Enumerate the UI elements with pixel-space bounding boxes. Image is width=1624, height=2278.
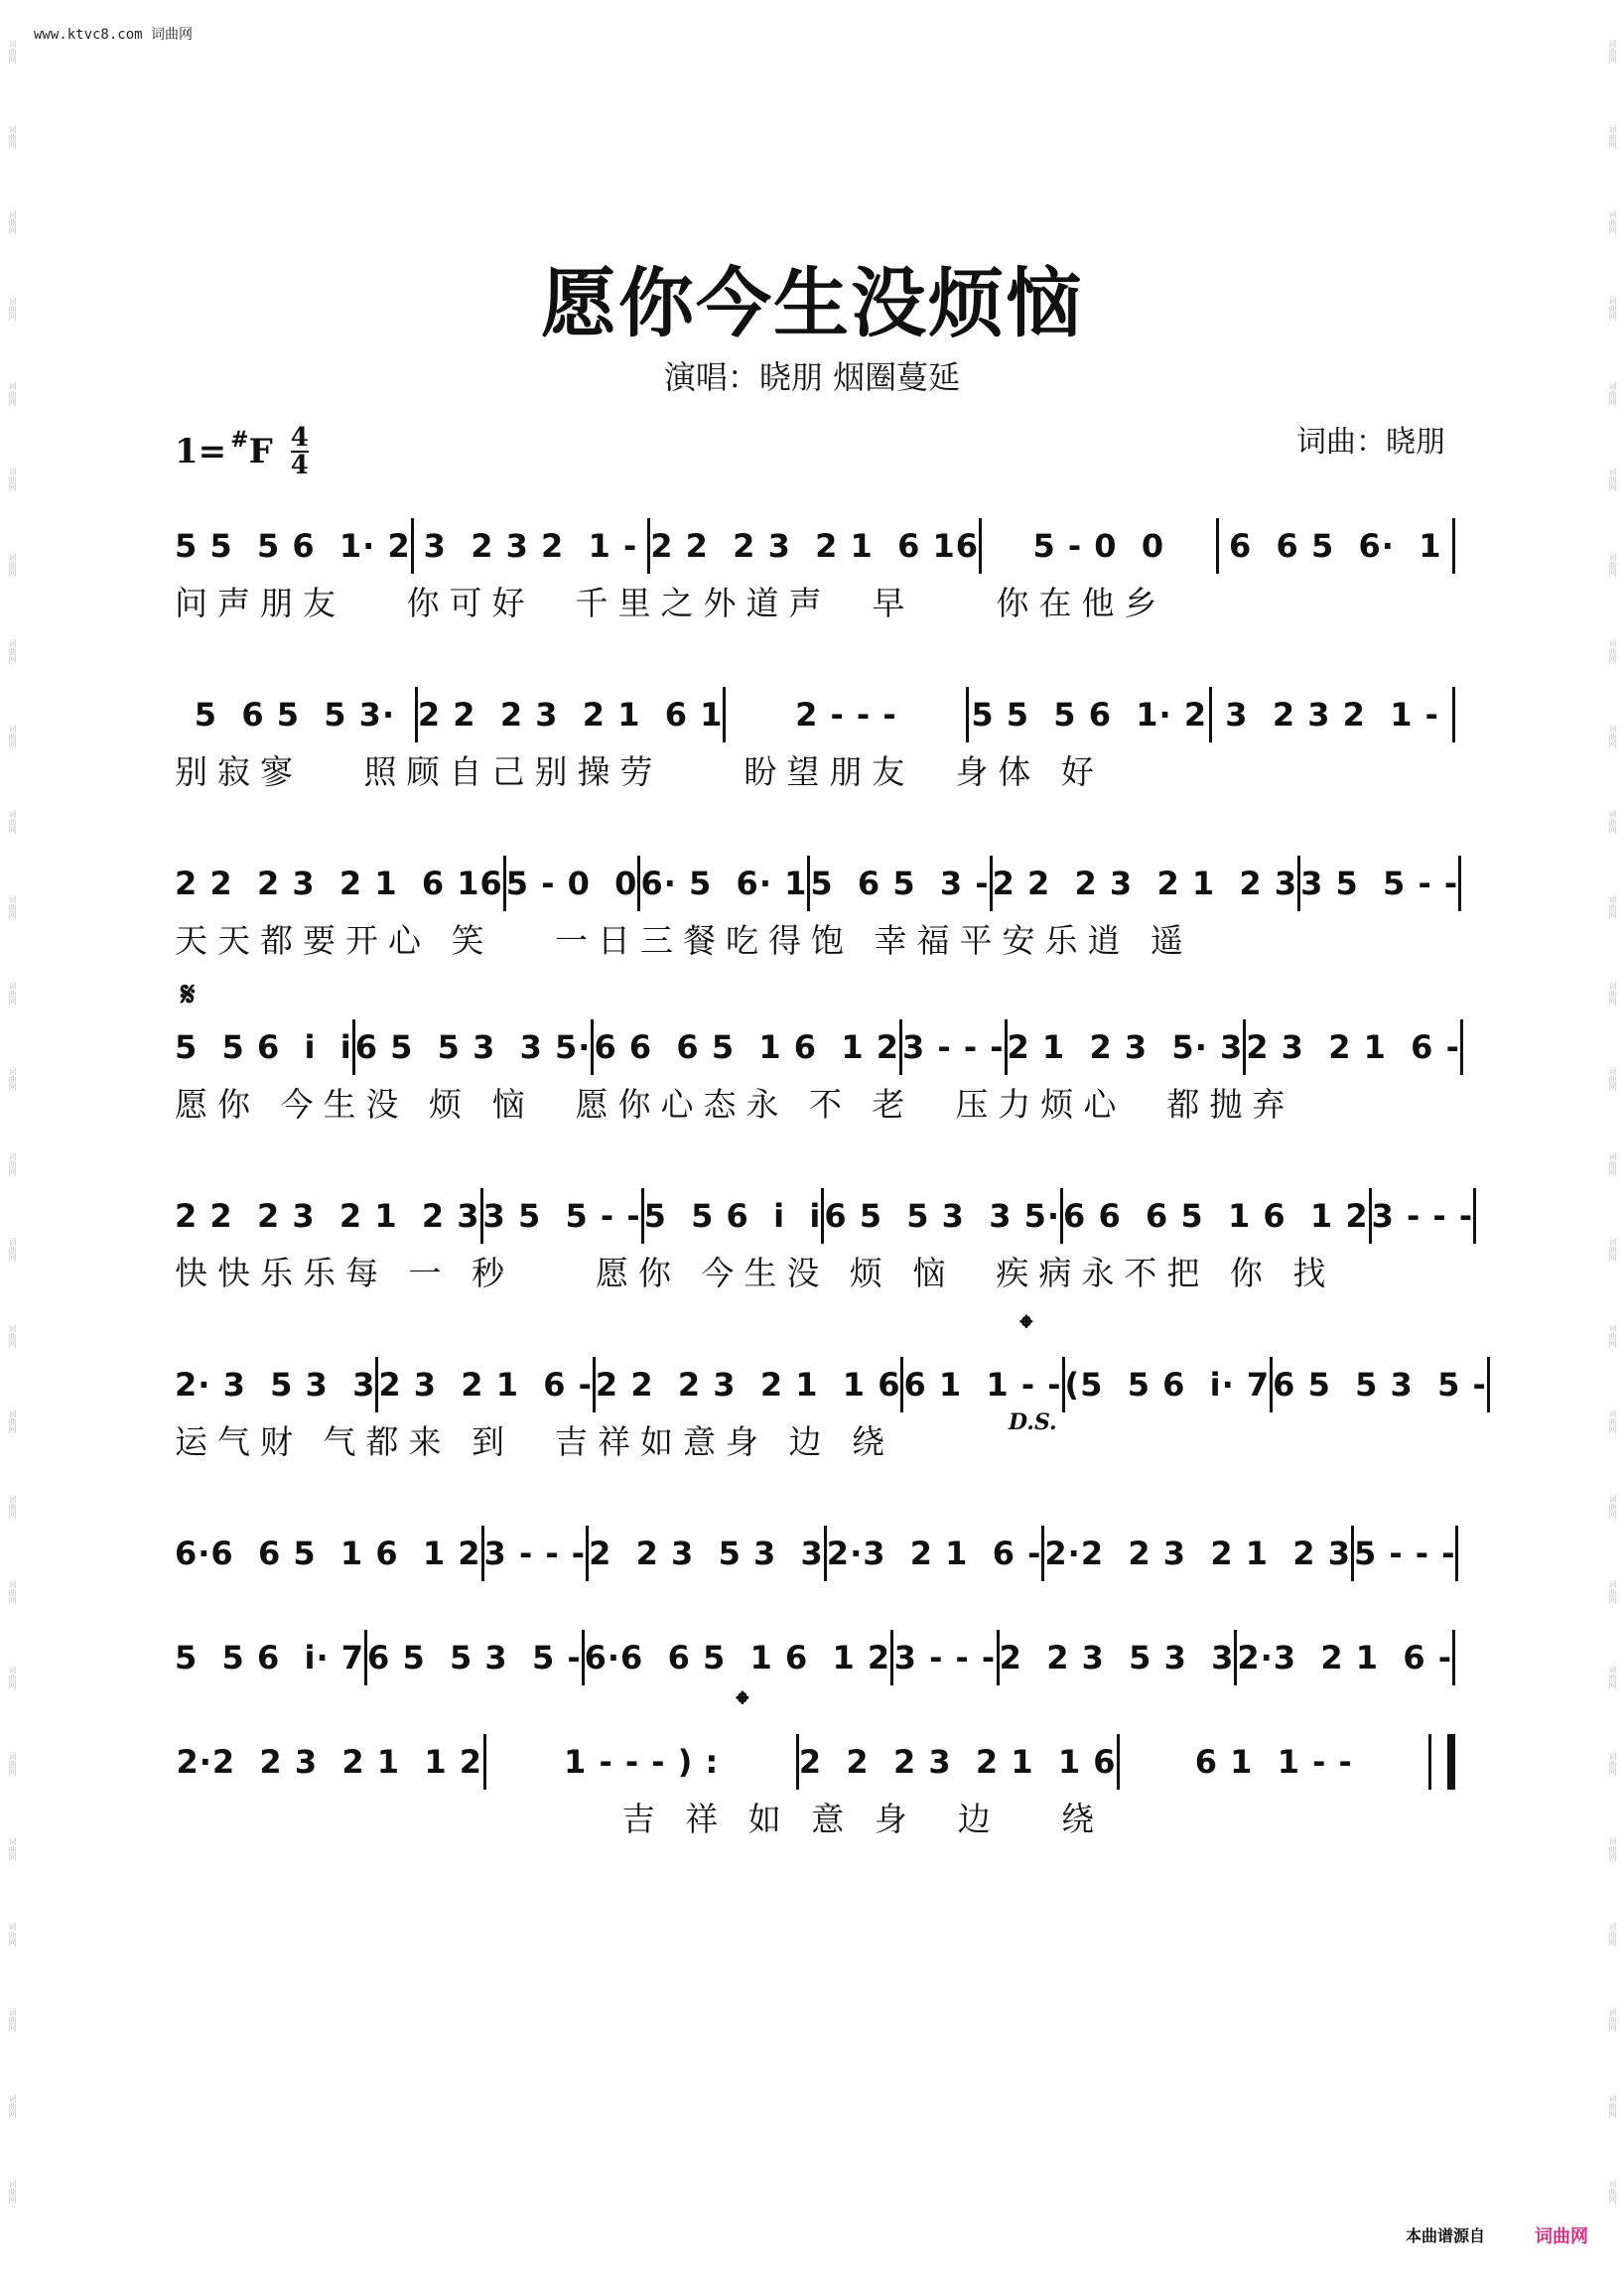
side-watermark-text: 词曲网 [1608, 468, 1617, 492]
side-watermark-text: 词曲网 [8, 296, 17, 321]
measure: 2·2 2 3 2 1 2 3 [1044, 1535, 1351, 1572]
side-watermark-text: 词曲网 [1608, 1836, 1617, 1861]
note-row [175, 1732, 1455, 1792]
key-sharp: # [230, 427, 249, 453]
measure: 6 6 6 5 1 6 1 2 [1063, 1197, 1369, 1235]
side-watermark-text: 词曲网 [8, 1580, 17, 1605]
side-watermark-text: 词曲网 [8, 210, 17, 235]
measure: 2 2 3 5 3 3 [589, 1535, 824, 1572]
measure: 2 1 2 3 5· 3 [1007, 1028, 1244, 1066]
side-watermark-text: 词曲网 [1608, 40, 1617, 64]
measure: 3 5 5 - - [1300, 865, 1459, 902]
side-watermark-text: 词曲网 [8, 2179, 17, 2204]
side-watermark-text: 词曲网 [1608, 810, 1617, 835]
side-watermark-text: 词曲网 [8, 381, 17, 406]
lyric-row: 别寂寥 照顾自己别操劳 盼望朋友 身体 好 [175, 751, 1104, 791]
score-line [175, 1628, 1455, 1737]
score-line [175, 685, 1455, 794]
note-row [175, 516, 1455, 576]
side-watermark-text: 词曲网 [1608, 296, 1617, 321]
note-row [175, 1628, 1455, 1687]
side-watermark-text: 词曲网 [8, 810, 17, 835]
measure: 2 2 2 3 2 1 2 3 [175, 1197, 480, 1235]
side-watermark-text: 词曲网 [1608, 1066, 1617, 1091]
note-row [175, 1017, 1460, 1077]
side-watermark-text: 词曲网 [8, 553, 17, 578]
measure: 2 3 2 1 6 - [378, 1366, 593, 1404]
lyric-row: 问声朋友 你可好 千里之外道声 早 你在他乡 [175, 583, 1167, 622]
lyric-row [175, 1583, 1455, 1633]
measure: 2 - - - [795, 696, 897, 734]
side-watermark-text: 词曲网 [1608, 2179, 1617, 2204]
lyric-row: 运气财 气都来 到 吉祥如意身 边 绕 [175, 1421, 894, 1461]
measure: 3 2 3 2 1 - [1225, 696, 1439, 734]
measure: 6 1 1 - - [903, 1366, 1062, 1404]
lyric-row: 愿你 今生没 烦 恼 愿你心态永 不 老 压力烦心 都抛弃 [175, 1084, 1295, 1124]
note-row [175, 1355, 1487, 1414]
song-title: 愿你今生没烦恼 [541, 259, 1083, 347]
coda-sign-1: 𝄌 [1020, 1308, 1032, 1348]
final-barline [1428, 1734, 1455, 1790]
measure: 5 - 0 0 [505, 865, 638, 902]
measure: 2 2 2 3 2 1 2 3 [992, 865, 1298, 902]
footer-source: 本曲谱源自 [1405, 2226, 1485, 2245]
key-note: F [248, 432, 273, 471]
measure: 6 1 1 - - [1194, 1743, 1353, 1781]
measure: 3 - - - [893, 1639, 997, 1676]
time-signature [291, 425, 309, 478]
side-watermark-text: 词曲网 [8, 1666, 17, 1690]
measure: 2·3 2 1 6 - [826, 1535, 1042, 1572]
lyricist-composer: 词曲：晓朋 [1296, 425, 1445, 460]
measure: 5 5 6 i i [643, 1197, 822, 1235]
barline [1452, 518, 1455, 574]
measure: 5 - 0 0 [1032, 527, 1165, 565]
measure: 6·6 6 5 1 6 1 2 [175, 1535, 481, 1572]
barline [1458, 856, 1461, 911]
side-watermark-text: 词曲网 [1608, 1408, 1617, 1433]
side-watermark-text: 词曲网 [1608, 1666, 1617, 1690]
score-line [175, 854, 1459, 963]
side-watermark-text: 词曲网 [8, 1751, 17, 1776]
measure: (5 5 6 i· 7 [1064, 1366, 1271, 1404]
key-signature [175, 425, 309, 478]
side-watermark-text: 词曲网 [1608, 210, 1617, 235]
lyric-row [175, 1687, 1455, 1737]
side-watermark-text: 词曲网 [8, 724, 17, 748]
footer-logo: 词曲网 [1535, 2226, 1588, 2247]
measure: 2 2 2 3 2 1 6 16 [175, 865, 503, 902]
measure: 1 - - - ) : [564, 1743, 720, 1781]
side-watermark-text: 词曲网 [8, 40, 17, 64]
time-top: 4 [290, 423, 309, 453]
barline [1452, 687, 1455, 742]
side-watermark-text: 词曲网 [8, 1323, 17, 1348]
score-line [175, 1524, 1455, 1633]
side-watermark-text: 词曲网 [1608, 553, 1617, 578]
barline [1487, 1357, 1490, 1412]
side-watermark-text: 词曲网 [1608, 381, 1617, 406]
measure: 2 3 2 1 6 - [1246, 1028, 1460, 1066]
barline [1455, 1526, 1458, 1581]
side-watermark-text: 词曲网 [8, 2093, 17, 2118]
measure: 5 5 6 i· 7 [175, 1639, 365, 1676]
measure: 6 5 5 3 3 5· [824, 1197, 1061, 1235]
score-line [175, 1355, 1487, 1464]
side-watermark-text: 词曲网 [8, 1836, 17, 1861]
side-watermark-text: 词曲网 [1608, 1751, 1617, 1776]
note-row [175, 685, 1455, 744]
measure: 2 2 2 3 2 1 1 6 [798, 1743, 1117, 1781]
note-row [175, 1524, 1455, 1583]
measure: 6 6 6 5 1 6 1 2 [594, 1028, 899, 1066]
measure: 2 2 2 3 2 1 6 1 [417, 696, 724, 734]
side-watermark-text: 词曲网 [1608, 1580, 1617, 1605]
side-watermark-text: 词曲网 [1608, 724, 1617, 748]
measure: 5 5 5 6 1· 2 [175, 527, 411, 565]
time-bottom: 4 [290, 451, 309, 480]
side-watermark-text: 词曲网 [1608, 981, 1617, 1005]
barline [1473, 1188, 1476, 1244]
measure: 6 5 5 3 5 - [367, 1639, 582, 1676]
side-watermark-text: 词曲网 [8, 1238, 17, 1263]
side-watermark-text: 词曲网 [1608, 1238, 1617, 1263]
barline [1460, 1019, 1463, 1075]
side-watermark-text: 词曲网 [8, 1066, 17, 1091]
measure: 2 2 2 3 2 1 6 16 [650, 527, 980, 565]
lyric-row: 天天都要开心 笑 一日三餐吃得饱 幸福平安乐逍 遥 [175, 920, 1193, 960]
side-watermark-text: 词曲网 [8, 1408, 17, 1433]
measure: 5 5 5 6 1· 2 [971, 696, 1208, 734]
measure: 2·3 2 1 6 - [1237, 1639, 1452, 1676]
side-watermark-text: 词曲网 [8, 468, 17, 492]
coda-sign-2: 𝄌 [737, 1684, 748, 1724]
segno-sign: 𝄋 [181, 975, 196, 1014]
side-watermark-text: 词曲网 [1608, 1323, 1617, 1348]
side-watermark-text: 词曲网 [1608, 895, 1617, 920]
side-watermark-text: 词曲网 [8, 1494, 17, 1519]
note-row [175, 854, 1459, 913]
side-watermark-text: 词曲网 [8, 638, 17, 663]
measure: 5 6 5 3 - [810, 865, 990, 902]
measure: 2 2 2 3 2 1 1 6 [595, 1366, 901, 1404]
measure: 5 6 5 5 3· [194, 696, 396, 734]
side-watermark-text: 词曲网 [8, 125, 17, 150]
measure: 3 5 5 - - [482, 1197, 641, 1235]
measure: 6 6 5 6· 1 [1229, 527, 1442, 565]
measure: 2·2 2 3 2 1 1 2 [176, 1743, 482, 1781]
measure: 6 5 5 3 3 5· [354, 1028, 592, 1066]
side-watermark-text: 词曲网 [1608, 125, 1617, 150]
singer-line: 演唱：晓朋 烟圈蔓延 [663, 358, 961, 396]
score-line [175, 1017, 1460, 1127]
note-row [175, 1186, 1474, 1246]
dal-segno-mark: D.S. [1009, 1409, 1057, 1435]
score-line [175, 1732, 1455, 1841]
measure: 2· 3 5 3 3 [175, 1366, 376, 1404]
side-watermark-text: 词曲网 [1608, 2093, 1617, 2118]
measure: 3 - - - [901, 1028, 1005, 1066]
lyric-row: 快快乐乐每 一 秒 愿你 今生没 烦 恼 疾病永不把 你 找 [175, 1253, 1336, 1292]
measure: 6· 5 6· 1 [640, 865, 808, 902]
measure: 3 - - - [1371, 1197, 1474, 1235]
side-watermark-text: 词曲网 [8, 895, 17, 920]
score-line [175, 516, 1455, 625]
side-watermark-text: 词曲网 [1608, 638, 1617, 663]
measure: 6·6 6 5 1 6 1 2 [584, 1639, 891, 1676]
site-url: www.ktvc8.com 词曲网 [34, 27, 194, 43]
score-line [175, 1186, 1474, 1295]
side-watermark-text: 词曲网 [8, 1923, 17, 1947]
lyric-row: 吉 祥 如 意 身 边 绕 [175, 1799, 1105, 1838]
key-label: 1= [175, 432, 227, 471]
measure: 3 2 3 2 1 - [423, 527, 638, 565]
measure: 3 - - - [483, 1535, 587, 1572]
measure: 5 5 6 i i [175, 1028, 352, 1066]
side-watermark-text: 词曲网 [8, 2008, 17, 2033]
side-watermark-text: 词曲网 [1608, 1494, 1617, 1519]
measure: 6 5 5 3 5 - [1273, 1366, 1487, 1404]
side-watermark-text: 词曲网 [1608, 1923, 1617, 1947]
side-watermark-text: 词曲网 [8, 981, 17, 1005]
side-watermark-text: 词曲网 [1608, 2008, 1617, 2033]
measure: 5 - - - [1353, 1535, 1456, 1572]
side-watermark-text: 词曲网 [1608, 1152, 1617, 1177]
side-watermark-text: 词曲网 [8, 1152, 17, 1177]
barline [1452, 1630, 1455, 1685]
measure: 2 2 3 5 3 3 [999, 1639, 1235, 1676]
